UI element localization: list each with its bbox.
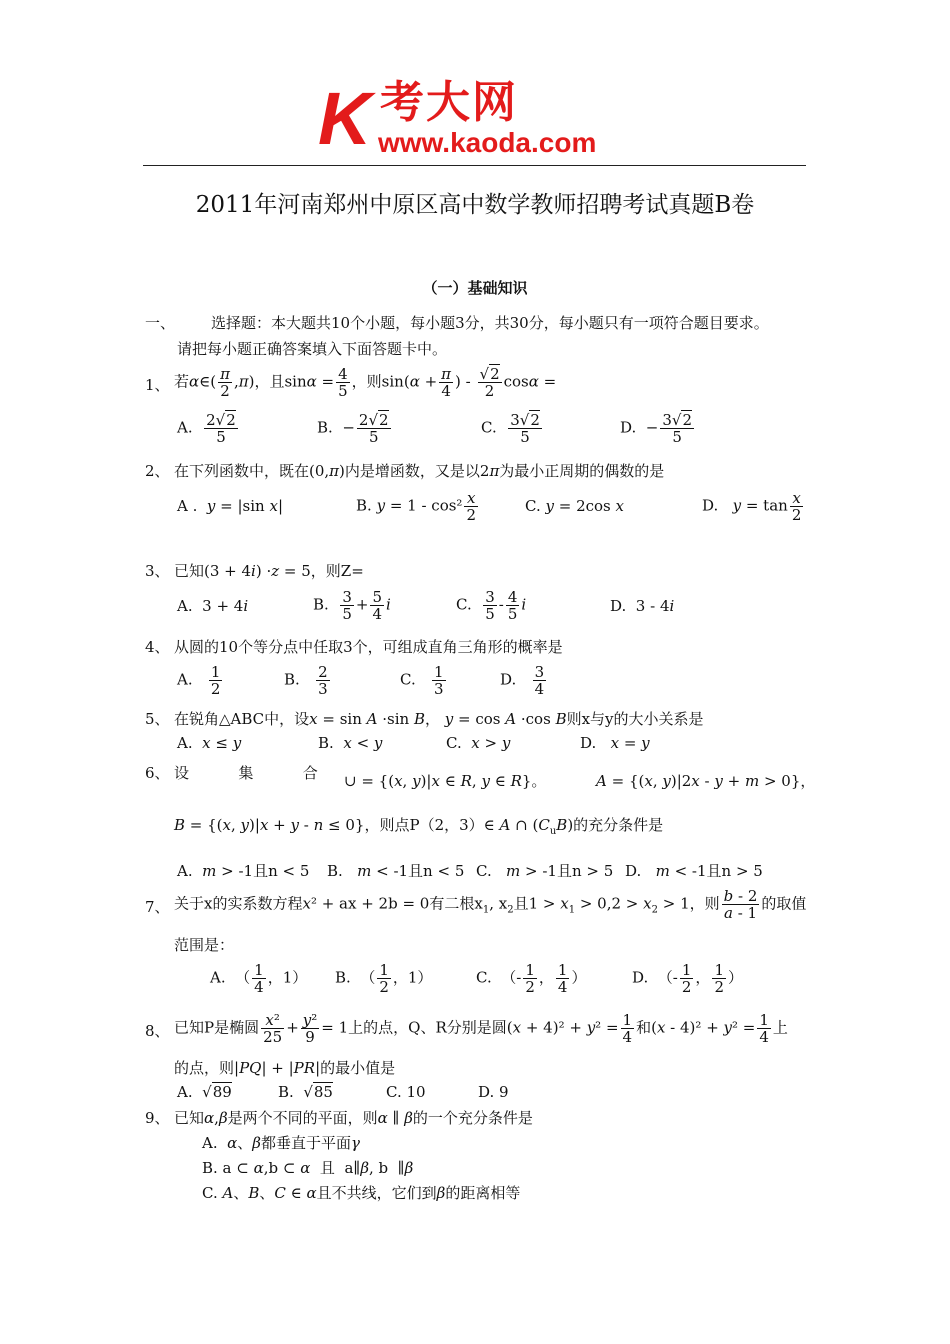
q7-option-d: D. （- $\frac{1}{2}$ ， $\frac{1}{2}$ ）	[632, 961, 743, 996]
header-divider	[143, 165, 806, 166]
q7-num: 7、	[145, 898, 170, 916]
q7-text: 关于x的实系数方程x² + ax + 2b = 0有二根$x_1$, $x_2$且$1 > x_1 > 0,2 > x_2 > 1$，则 $\frac{b - 2}{a - 1}$ 的取值	[174, 887, 807, 922]
q8-num: 8、	[145, 1022, 170, 1040]
logo-url: www.kaoda.com	[378, 127, 597, 158]
q1-text: 若α∈( $\frac{\pi}{2}$ ,π)，且sinα = $\frac{4}{5}$ ，则sin(α + $\frac{\pi}{4}$ ) - $\frac{√2}{2}$ cosα =	[174, 365, 557, 400]
q3-option-a: A. 3 + 4i	[177, 597, 249, 615]
q6-option-d: D. m < -1且n > 5	[625, 862, 763, 880]
kaoda-logo	[318, 78, 648, 158]
q6-set-b: B = {(x, y)|x + y - n ≤ 0}，则点P（2，3）∈ A ∩ $(C_uB)$的充分条件是	[174, 816, 664, 837]
q4-text: 从圆的10个等分点中任取3个，可组成直角三角形的概率是	[174, 638, 563, 656]
q4-option-c: C. $\frac{1}{3}$	[400, 663, 444, 698]
q6-option-a: A. m > -1且n < 5	[177, 862, 310, 880]
q1-option-d: D. − $\frac{3√2}{5}$	[620, 411, 693, 446]
q4-num: 4、	[145, 638, 170, 656]
q3-option-c: C. $\frac{3}{5}$ - $\frac{4}{5}$ i	[456, 588, 527, 623]
q2-num: 2、	[145, 462, 170, 480]
logo-brand-cn: 考大网	[380, 77, 518, 128]
q8-option-d: D. 9	[478, 1083, 509, 1101]
q1-num: 1、	[145, 376, 170, 394]
q7-option-a: A. （ $\frac{1}{4}$ ，1）	[210, 961, 308, 996]
q1-option-c: C. $\frac{3√2}{5}$	[481, 411, 540, 446]
page-title: 2011年河南郑州中原区高中数学教师招聘考试真题B卷	[195, 192, 755, 218]
q4-option-d: D. $\frac{3}{4}$	[500, 663, 545, 698]
q8-option-a: A. √89	[177, 1083, 232, 1101]
q2-option-b: B. y = 1 - cos² $\frac{x}{2}$	[356, 489, 476, 524]
q3-num: 3、	[145, 562, 170, 580]
q6-universal-set: ∪ = {(x, y)|x ∈ R, y ∈ R}。	[344, 772, 547, 790]
q4-option-b: B. $\frac{2}{3}$	[284, 663, 328, 698]
q1-option-b: B. − $\frac{2√2}{5}$	[317, 411, 389, 446]
q8-option-c: C. 10	[386, 1083, 426, 1101]
q6-num: 6、	[145, 764, 170, 782]
q9-option-b: B. a ⊂ α,b ⊂ α 且 a∥β, b ∥β	[202, 1159, 414, 1177]
q1-option-a: A. $\frac{2√2}{5}$	[177, 411, 236, 446]
q8-text-cont: 的点，则|PQ| + |PR|的最小值是	[174, 1059, 396, 1077]
q5-option-a: A. x ≤ y	[177, 734, 242, 752]
q6-text-lead: 设 集 合	[174, 764, 320, 782]
instructions-line1: 选择题：本大题共10个小题，每小题3分，共30分，每小题只有一项符合题目要求。	[211, 314, 769, 332]
logo-k-mark: K	[318, 77, 372, 160]
q2-option-a: A . y = |sin x|	[177, 497, 284, 515]
q2-option-c: C. y = 2cos x	[525, 497, 624, 515]
q8-text: 已知P是椭圆 $\frac{\text{x²}}{25}$ + $\frac{\text{y²}}{9}$ = 1上的点，Q、R分别是圆(x + 4)² + y² = $\frac{1}{4}$ 和(x - 4)² + y² = $\frac{1}{4}$ 上	[174, 1011, 788, 1046]
q5-option-d: D. x = y	[580, 734, 650, 752]
instructions-line2: 请把每小题正确答案填入下面答题卡中。	[177, 340, 448, 358]
section-heading: （一）基础知识	[422, 279, 528, 297]
q6-set-a: A = {(x, y)|2x - y + m > 0}，	[596, 772, 816, 790]
q9-num: 9、	[145, 1109, 170, 1127]
q2-text: 在下列函数中，既在(0,π)内是增函数，又是以2π为最小正周期的偶数的是	[174, 462, 665, 480]
q6-option-b: B. m < -1且n < 5	[327, 862, 465, 880]
q9-option-c: C. A、B、C ∈ α且不共线，它们到β的距离相等	[202, 1184, 521, 1202]
q3-option-d: D. 3 - 4i	[610, 597, 675, 615]
q5-text: 在锐角△ABC中，设x = sin A ·sin B， y = cos A ·cos B则x与y的大小关系是	[174, 710, 704, 728]
q4-option-a: A. $\frac{1}{2}$	[177, 663, 221, 698]
q9-option-a: A. α、β都垂直于平面γ	[202, 1134, 360, 1152]
q6-option-c: C. m > -1且n > 5	[476, 862, 614, 880]
q9-text: 已知α,β是两个不同的平面，则α ∥ β的一个充分条件是	[174, 1109, 533, 1127]
instructions-num: 一、	[145, 314, 176, 332]
q5-num: 5、	[145, 710, 170, 728]
q2-option-d: D. y = tan $\frac{x}{2}$	[702, 489, 802, 524]
q7-option-c: C. （- $\frac{1}{2}$ ， $\frac{1}{4}$ ）	[476, 961, 587, 996]
q7-option-b: B. （ $\frac{1}{2}$ ，1）	[335, 961, 433, 996]
q5-option-c: C. x > y	[446, 734, 511, 752]
q8-option-b: B. √85	[278, 1083, 333, 1101]
q5-option-b: B. x < y	[318, 734, 383, 752]
q3-option-b: B. $\frac{3}{5}$ + $\frac{5}{4}$ i	[313, 588, 391, 623]
q3-text: 已知(3 + 4i) ·z = 5，则Z=	[174, 562, 364, 580]
q7-text-cont: 范围是：	[174, 936, 235, 954]
